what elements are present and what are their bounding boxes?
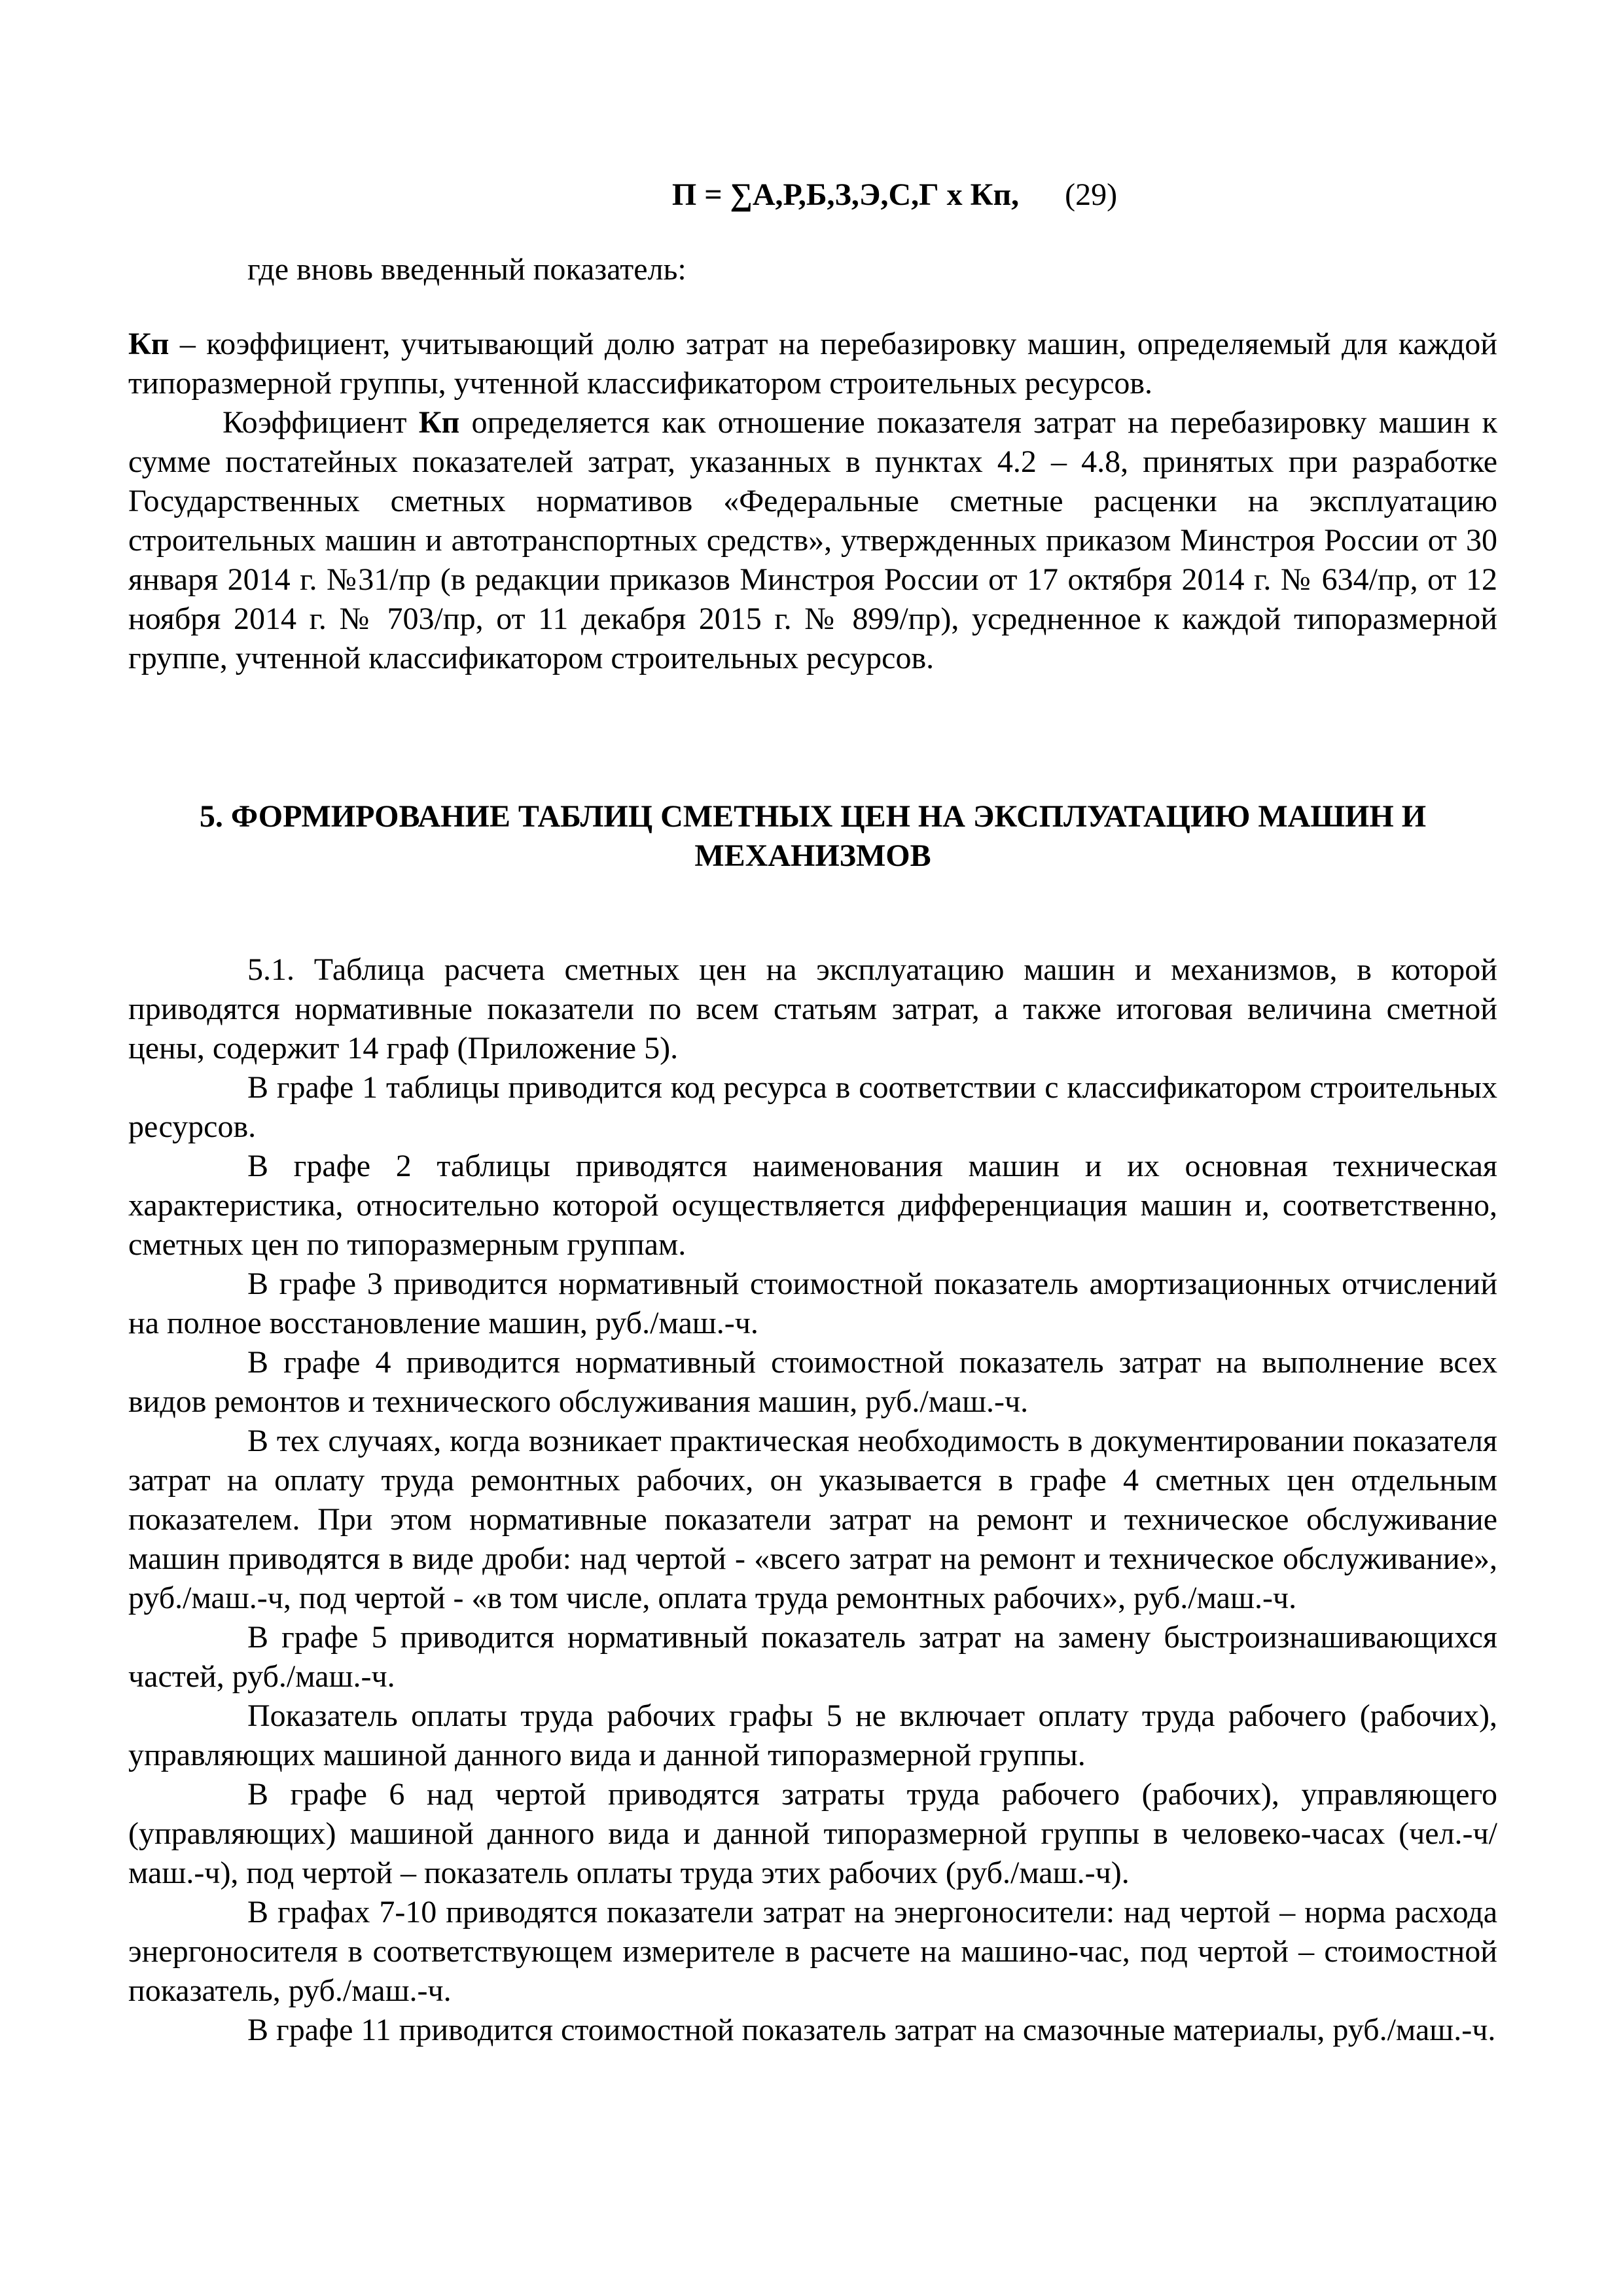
paragraph: В графе 4 приводится нормативный стоимостной показатель затрат на выполнение всех видов ремонтов и технического обслуживания машин, руб./маш.-ч. — [128, 1345, 1497, 1419]
kp-paragraph-before: Коэффициент — [223, 405, 419, 440]
formula-expression: П = ∑А,Р,Б,З,Э,С,Г х Кп, — [671, 177, 1020, 212]
paragraph: В графе 1 таблицы приводится код ресурса в соответствии с классификатором строительных ресурсов. — [128, 1070, 1497, 1144]
document-body — [128, 175, 1497, 2050]
formula-number: (29) — [1065, 177, 1118, 212]
kp-paragraph — [128, 403, 1497, 678]
paragraph: В графах 7-10 приводятся показатели затрат на энергоносители: над чертой – норма расхода энергоносителя в соответствующем измерителе в расчете на машино-час, под чертой – стоимостной показатель, руб./маш.-ч. — [128, 1895, 1497, 2008]
paragraph: 5.1. Таблица расчета сметных цен на эксплуатацию машин и механизмов, в которой приводятся нормативные показатели по всем статьям затрат, а также итоговая величина сметной цены, содержит 14 граф (Приложение 5). — [128, 952, 1497, 1066]
kp-paragraph-after: определяется как отношение показателя затрат на перебазировку машин к сумме постатейных показателей затрат, указанных в пунктах 4.2 – 4.8, принятых при разработке Государственных сметных нормативов «Федеральные сметные расценки на эксплуатацию строительных машин и автотранспортных средств», утвержденных приказом Минстроя России от 30 января 2014 г. №31/пр (в редакции приказов Минстроя России от 17 октября 2014 г. № 634/пр, от 12 ноября 2014 г. № 703/пр, от 11 декабря 2015 г. № 899/пр), усредненное к каждой типоразмерной группе, учтенной классификатором строительных ресурсов. — [128, 405, 1497, 675]
paragraph: Показатель оплаты труда рабочих графы 5 не включает оплату труда рабочего (рабочих), управляющих машиной данного вида и данной типоразмерной группы. — [128, 1698, 1497, 1772]
kp-paragraph-term: Кп — [418, 405, 460, 440]
paragraph: В тех случаях, когда возникает практическая необходимость в документировании показателя затрат на оплату труда ремонтных рабочих, он указывается в графе 4 сметных цен отдельным показателем. При этом нормативные показатели затрат на ремонт и техническое обслуживание машин приводятся в виде дроби: над чертой - «всего затрат на ремонт и техническое обслуживание», руб./маш.-ч, под чертой - «в том числе, оплата труда ремонтных рабочих», руб./маш.-ч. — [128, 1424, 1497, 1615]
paragraph: В графе 5 приводится нормативный показатель затрат на замену быстроизнашивающихся частей, руб./маш.-ч. — [128, 1620, 1497, 1694]
paragraph: В графе 2 таблицы приводятся наименования машин и их основная техническая характеристика, относительно которой осуществляется дифференциация машин и, соответственно, сметных цен по типоразмерным группам. — [128, 1149, 1497, 1262]
kp-definition — [128, 325, 1497, 403]
section-heading-line2: МЕХАНИЗМОВ — [694, 838, 931, 873]
section-heading-line1: 5. ФОРМИРОВАНИЕ ТАБЛИЦ СМЕТНЫХ ЦЕН НА ЭКСПЛУАТАЦИЮ МАШИН И — [199, 799, 1427, 834]
section-heading — [128, 797, 1497, 876]
paragraph: В графе 3 приводится нормативный стоимостной показатель амортизационных отчислений на полное восстановление машин, руб./маш.-ч. — [128, 1266, 1497, 1340]
paragraph: В графе 6 над чертой приводятся затраты труда рабочего (рабочих), управляющего (управляющих) машиной данного вида и данной типоразмерной группы в человеко-часах (чел.-ч/маш.-ч), под чертой – показатель оплаты труда этих рабочих (руб./маш.-ч). — [128, 1777, 1497, 1890]
kp-definition-text: – коэффициент, учитывающий долю затрат на перебазировку машин, определяемый для каждой типоразмерной группы, учтенной классификатором строительных ресурсов. — [128, 327, 1497, 401]
formula-29 — [128, 175, 1497, 215]
intro-line: где вновь введенный показатель: — [247, 252, 687, 287]
paragraph: В графе 11 приводится стоимостной показатель затрат на смазочные материалы, руб./маш.-ч. — [247, 2013, 1496, 2047]
kp-term: Кп — [128, 327, 169, 361]
